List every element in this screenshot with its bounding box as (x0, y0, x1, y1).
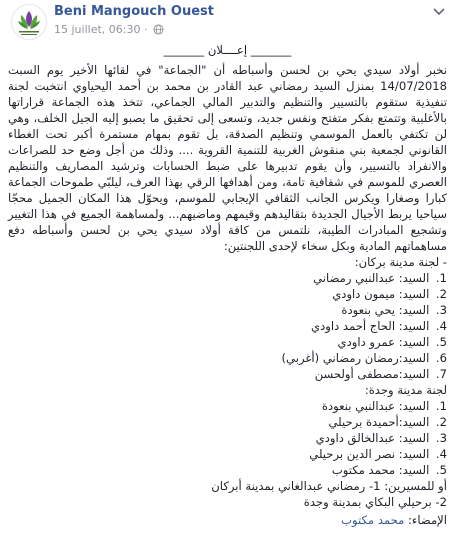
member-name: السيد: ميمون داودي (332, 287, 430, 301)
lotus-logo-icon (12, 5, 46, 39)
member-name: السيد: عبدالخالق داودي (315, 431, 430, 445)
meta-separator: · (143, 23, 148, 36)
list-item (8, 286, 447, 302)
page-avatar[interactable] (11, 4, 47, 40)
list-number: 2. (435, 287, 447, 301)
member-name: السيد: عبدالنبي رمضاني (313, 271, 430, 285)
list-item (8, 350, 447, 366)
list-item (8, 366, 447, 382)
member-name: السيد: الحاج أحمد داودي (311, 319, 430, 333)
list-number: 5. (435, 335, 447, 349)
announcement-title-line (8, 42, 447, 58)
list-number: 4. (435, 447, 447, 461)
list-number: 2. (435, 415, 447, 429)
list-item (8, 334, 447, 350)
intro-paragraph: نخبر أولاد سيدي يحي بن لحسن وأسباطه أن "الجماعة" في لقائها الأخير يوم السبت 14/07/2018 بمنزل السيد رمضاني عبد القادر بن محمد بن أحمد اليحياوي انتخبت لجنة تنفيذية ستقوم بالتسيير والتنظيم والتدبير المالي الجماعي، تتخذ هذه الجماعة قراراتها بالأغلبية وتتمتع بفكر متفتح ونفس جديد، وتسعى إلى تحقيق ما يصبو إليه الجيل الخلف، وهي لن تكتفي بالعمل الموسمي وتنظيم الصدقة، بل تقوم بمهام مستمرة أكبر تحت الغطاء القانوني لجمعية بني منقوش الغربية للتنمية القروية .... وذلك من أجل وضع حد للصراعات والانفراد بالتسيير، وأن يقوم تدبيرها على ضبط الحسابات وترشيد المصاريف والتنظيم العصري للموسم في شفافية تامة، ومن أهدافها الرقي بهذا العرف، ليلبّي طموحات الجماعة كبارا وصغارا ويكرس الجانب الثقافي الإيجابي للموسم، ويحوّل هذا المكان الجميل محجّا سياحيا يربط الأجيال الجديدة بتقاليدهم وقيمهم وماضيهم... ولمساهمة الجميع في هذا التغيير وتشجيع المبادرات الطيبة، نلتمس من كافة أولاد سيدي يحي بن لحسن وأسباطه دفع مساهماتهم المادية وبكل سخاء لإحدى اللجنتين: (8, 63, 447, 253)
title-dashes-right: _______ (250, 43, 292, 57)
committee1-title: - لجنة مدينة بركان: (354, 255, 447, 269)
list-number: 3. (435, 303, 447, 317)
member-name: السيد: عبدالنبي بنعودة (321, 399, 430, 413)
title-dashes-left: _______ (163, 43, 205, 57)
committee1-list (8, 270, 447, 382)
managers-line-1: أو للمسيرين: 1- رمضاني عبدالغاني بمدينة أبركان (211, 479, 447, 493)
signature-label: الإمضاء: (408, 513, 447, 527)
list-number: 3. (435, 431, 447, 445)
list-number: 1. (435, 271, 447, 285)
list-item (8, 462, 447, 478)
list-item (8, 302, 447, 318)
page-name-link[interactable]: Beni Mangouch Ouest (54, 4, 214, 19)
list-item (8, 414, 447, 430)
signature-line (8, 512, 447, 528)
member-name: السيد: محمد مكتوب (331, 463, 430, 477)
member-name: السيد:مصطفى أولحسن (314, 367, 430, 381)
committee2-title: لجنة مدينة وجدة: (364, 383, 447, 397)
list-item (8, 398, 447, 414)
list-number: 1. (435, 399, 447, 413)
list-number: 6. (435, 351, 447, 365)
post-body (8, 42, 447, 528)
list-item (8, 430, 447, 446)
member-name: السيد:رمضان رمضاني (أغربي) (281, 351, 430, 365)
list-item (8, 270, 447, 286)
list-item (8, 318, 447, 334)
post-timestamp[interactable]: 15 juillet, 06:30 (54, 23, 141, 36)
globe-icon (153, 24, 164, 35)
list-item (8, 446, 447, 462)
list-number: 4. (435, 319, 447, 333)
member-name: السيد: يحي بنعودة (341, 303, 430, 317)
member-name: السيد: عمرو داودي (337, 335, 430, 349)
member-name: السيد:أحميدة برحيلي (328, 415, 430, 429)
list-number: 5. (435, 463, 447, 477)
committee2-list (8, 398, 447, 478)
post-header (0, 0, 455, 40)
managers-line-2: 2- برحيلي البكاي بمدينة وجدة (303, 495, 447, 509)
signature-name-link[interactable]: محمد مكتوب (341, 513, 405, 527)
member-name: السيد: نصر الدين برحيلي (309, 447, 430, 461)
announcement-title: إعــــلان (207, 43, 248, 57)
post-meta (54, 23, 164, 36)
list-number: 7. (435, 367, 447, 381)
chevron-down-icon[interactable] (433, 8, 445, 16)
